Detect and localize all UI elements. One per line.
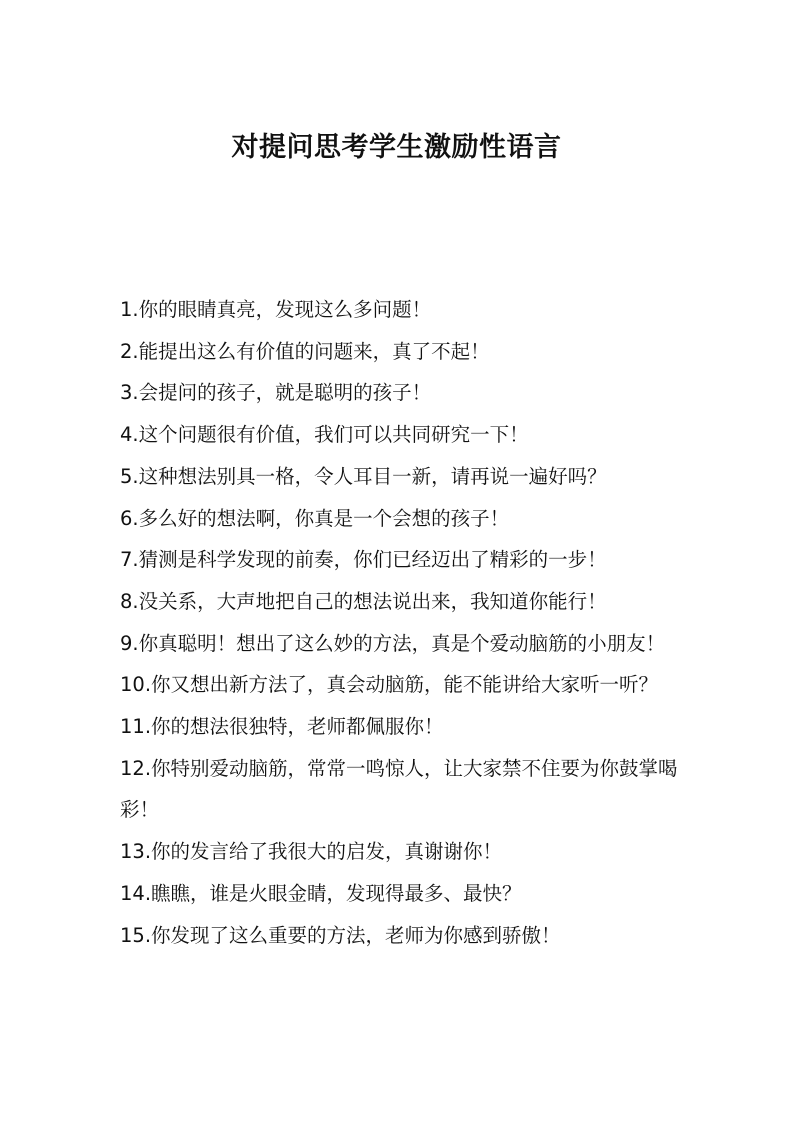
- list-item: 2.能提出这么有价值的问题来，真了不起！: [120, 339, 490, 363]
- list-item: 6.多么好的想法啊，你真是一个会想的孩子！: [120, 506, 510, 530]
- list-item: 11.你的想法很独特，老师都佩服你！: [120, 715, 444, 739]
- list-item: 14.瞧瞧，谁是火眼金睛，发现得最多、最快？: [120, 881, 522, 905]
- list-item: 5.这种想法别具一格，令人耳目一新，请再说一遍好吗？: [120, 464, 607, 488]
- list-item: 3.会提问的孩子，就是聪明的孩子！: [120, 381, 432, 405]
- list-item: 9.你真聪明！想出了这么妙的方法，真是个爱动脑筋的小朋友！: [120, 631, 666, 655]
- list-item: 4.这个问题很有价值，我们可以共同研究一下！: [120, 423, 529, 447]
- encouragement-list: [120, 289, 690, 956]
- list-item: 13.你的发言给了我很大的启发，真谢谢你！: [120, 840, 503, 864]
- list-item: 8.没关系，大声地把自己的想法说出来，我知道你能行！: [120, 589, 607, 613]
- list-item: 12.你特别爱动脑筋，常常一鸣惊人，让大家禁不住要为你鼓掌喝彩！: [120, 756, 678, 822]
- list-item: 15.你发现了这么重要的方法，老师为你感到骄傲！: [120, 923, 561, 947]
- list-item: 1.你的眼睛真亮，发现这么多问题！: [120, 298, 432, 321]
- list-item: 10.你又想出新方法了，真会动脑筋，能不能讲给大家听一听？: [120, 673, 659, 697]
- list-item: 7.猜测是科学发现的前奏，你们已经迈出了精彩的一步！: [120, 548, 607, 572]
- page-title: 对提问思考学生激励性语言: [231, 132, 562, 163]
